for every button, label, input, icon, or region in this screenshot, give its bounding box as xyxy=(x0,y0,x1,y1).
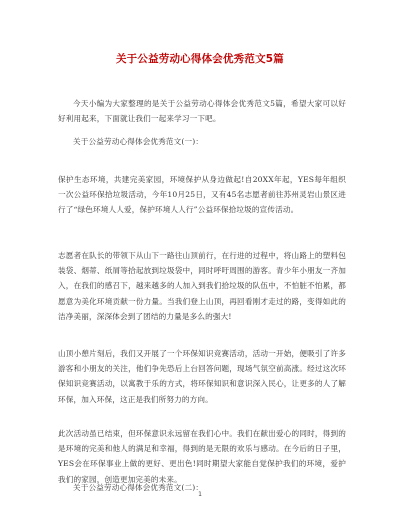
paragraph-4: 此次活动虽已结束，但环保意识永远留在我们心中。我们在献出爱心的同时，得到的是环境的完美和他人的满足和幸福，得到的是无限的欢乐与感动。在今后的日子里，YES会在环保事业上做的更好、更出色!同时期望大家能自觉保护我们的环境，爱护我们的家园，创造更加完美的未来。 xyxy=(58,429,346,484)
paragraph-2: 志愿者在队长的带领下从山下一路往山顶前行，在行进的过程中，将山路上的塑料包装袋、烟蒂、纸屑等拾起放到垃圾袋中，同时呼吁周围的游客。青少年小朋友一齐加入，在我们的感召下，越来越多的人加入到我们拾垃圾的队伍中，不怕脏不怕累，都愿意为美化环境贡献一份力量。当我们登上山顶，再回看刚才走过的路，变得如此的洁净美丽，深深体会到了团结的力量是多么的强大! xyxy=(58,251,346,321)
document-title: 关于公益劳动心得体会优秀范文5篇 xyxy=(115,53,284,65)
page-number: 1 xyxy=(198,491,202,498)
paragraph-1: 保护生态环境，共建完美家园，环境保护从身边做起!自20XX年起，YES每年组织一次公益环保拾垃圾活动，今年10月25日，又有45名志愿者前往苏州灵岩山景区进行了“绿色环境人人爱，保护环境人人行”公益环保拾垃圾的宣传活动。 xyxy=(58,175,346,215)
section-heading-2: 关于公益劳动心得体会优秀范文(二)： xyxy=(73,483,204,492)
paragraph-3: 山顶小憩片刻后，我们又开展了一个环保知识竞赛活动，活动一开始，便吸引了许多游客和小朋友的关注，他们争先恐后上台回答问题，现场气氛空前高涨。经过这次环保知识竞赛活动，以寓教于乐的方式，将环保知识和意识深入民心，让更多的人了解环保，加入环保，这正是我们所努力的方向。 xyxy=(58,349,346,404)
section-heading-1: 关于公益劳动心得体会优秀范文(一)： xyxy=(73,137,204,146)
intro-paragraph: 今天小编为大家整理的是关于公益劳动心得体会优秀范文5篇，希望大家可以好好利用起来，下面就让我们一起来学习一下吧。 xyxy=(58,99,346,124)
